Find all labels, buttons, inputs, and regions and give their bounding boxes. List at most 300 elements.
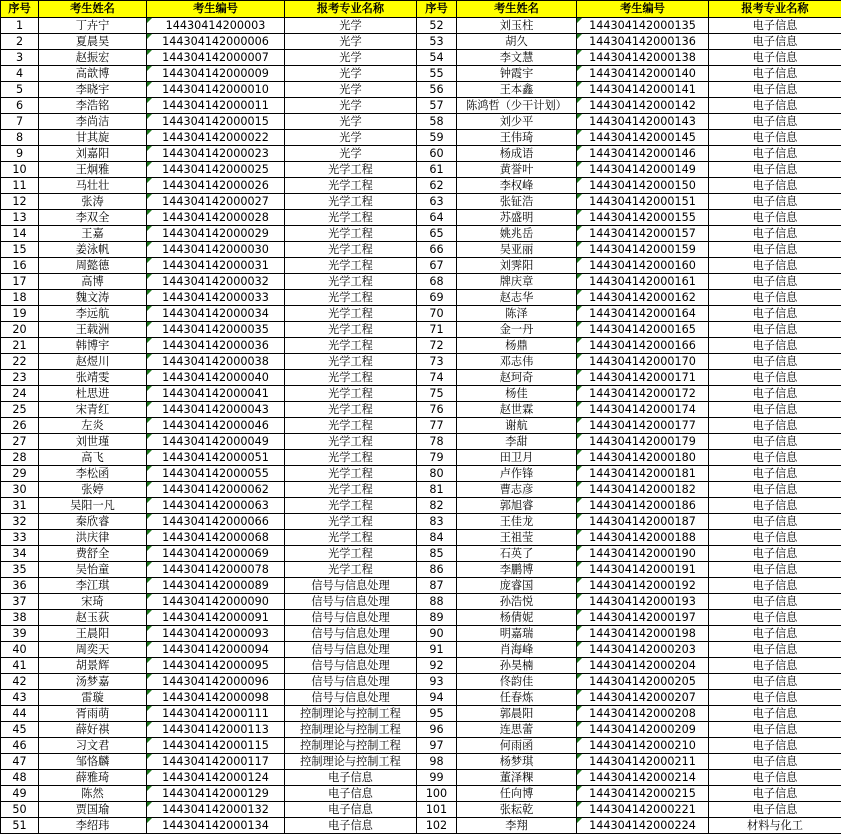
id-cell[interactable]: 144304142000181 — [577, 466, 709, 482]
major-cell[interactable]: 电子信息 — [709, 802, 841, 818]
major-cell[interactable]: 信号与信息处理 — [285, 578, 417, 594]
major-cell[interactable]: 电子信息 — [709, 674, 841, 690]
id-cell[interactable]: 144304142000113 — [147, 722, 285, 738]
name-cell[interactable]: 卢作锋 — [457, 466, 577, 482]
name-cell[interactable]: 刘少平 — [457, 114, 577, 130]
id-cell[interactable]: 144304142000091 — [147, 610, 285, 626]
major-cell[interactable]: 电子信息 — [709, 466, 841, 482]
id-cell[interactable]: 144304142000034 — [147, 306, 285, 322]
id-cell[interactable]: 144304142000095 — [147, 658, 285, 674]
seq-cell[interactable]: 1 — [1, 18, 39, 34]
major-cell[interactable]: 电子信息 — [285, 786, 417, 802]
major-cell[interactable]: 电子信息 — [709, 194, 841, 210]
major-cell[interactable]: 光学工程 — [285, 242, 417, 258]
name-cell[interactable]: 夏晨昊 — [39, 34, 147, 50]
id-cell[interactable]: 144304142000093 — [147, 626, 285, 642]
name-cell[interactable]: 宋青红 — [39, 402, 147, 418]
seq-cell[interactable]: 34 — [1, 546, 39, 562]
major-cell[interactable]: 光学工程 — [285, 450, 417, 466]
seq-cell[interactable]: 38 — [1, 610, 39, 626]
id-cell[interactable]: 144304142000134 — [147, 818, 285, 834]
major-cell[interactable]: 电子信息 — [709, 258, 841, 274]
seq-cell[interactable]: 7 — [1, 114, 39, 130]
name-cell[interactable]: 谢航 — [457, 418, 577, 434]
major-cell[interactable]: 电子信息 — [709, 514, 841, 530]
name-cell[interactable]: 韩博宇 — [39, 338, 147, 354]
name-cell[interactable]: 吴怡童 — [39, 562, 147, 578]
major-cell[interactable]: 信号与信息处理 — [285, 626, 417, 642]
name-cell[interactable]: 李松函 — [39, 466, 147, 482]
name-cell[interactable]: 费舒全 — [39, 546, 147, 562]
name-cell[interactable]: 赵珂奇 — [457, 370, 577, 386]
id-cell[interactable]: 144304142000165 — [577, 322, 709, 338]
id-cell[interactable]: 144304142000155 — [577, 210, 709, 226]
name-cell[interactable]: 薛雅琦 — [39, 770, 147, 786]
id-cell[interactable]: 144304142000208 — [577, 706, 709, 722]
id-cell[interactable]: 144304142000170 — [577, 354, 709, 370]
seq-cell[interactable]: 9 — [1, 146, 39, 162]
seq-cell[interactable]: 82 — [417, 498, 457, 514]
major-cell[interactable]: 光学 — [285, 50, 417, 66]
major-cell[interactable]: 电子信息 — [709, 386, 841, 402]
id-cell[interactable]: 144304142000089 — [147, 578, 285, 594]
id-cell[interactable]: 144304142000198 — [577, 626, 709, 642]
id-cell[interactable]: 144304142000129 — [147, 786, 285, 802]
name-cell[interactable]: 陈然 — [39, 786, 147, 802]
id-cell[interactable]: 144304142000096 — [147, 674, 285, 690]
seq-cell[interactable]: 24 — [1, 386, 39, 402]
seq-cell[interactable]: 91 — [417, 642, 457, 658]
major-cell[interactable]: 光学工程 — [285, 514, 417, 530]
name-cell[interactable]: 孙昊楠 — [457, 658, 577, 674]
name-cell[interactable]: 陈泽 — [457, 306, 577, 322]
name-cell[interactable]: 刘嘉阳 — [39, 146, 147, 162]
major-cell[interactable]: 电子信息 — [709, 322, 841, 338]
name-cell[interactable]: 邹恪麟 — [39, 754, 147, 770]
id-cell[interactable]: 144304142000015 — [147, 114, 285, 130]
major-cell[interactable]: 电子信息 — [709, 130, 841, 146]
major-cell[interactable]: 电子信息 — [709, 242, 841, 258]
name-cell[interactable]: 王晨阳 — [39, 626, 147, 642]
major-cell[interactable]: 电子信息 — [709, 418, 841, 434]
seq-cell[interactable]: 31 — [1, 498, 39, 514]
seq-cell[interactable]: 69 — [417, 290, 457, 306]
id-cell[interactable]: 144304142000055 — [147, 466, 285, 482]
seq-cell[interactable]: 42 — [1, 674, 39, 690]
seq-cell[interactable]: 76 — [417, 402, 457, 418]
seq-cell[interactable]: 73 — [417, 354, 457, 370]
id-cell[interactable]: 144304142000161 — [577, 274, 709, 290]
major-cell[interactable]: 电子信息 — [285, 802, 417, 818]
name-cell[interactable]: 任向博 — [457, 786, 577, 802]
name-cell[interactable]: 李江琪 — [39, 578, 147, 594]
seq-cell[interactable]: 74 — [417, 370, 457, 386]
seq-cell[interactable]: 30 — [1, 482, 39, 498]
major-cell[interactable]: 电子信息 — [709, 546, 841, 562]
major-cell[interactable]: 电子信息 — [709, 178, 841, 194]
seq-cell[interactable]: 78 — [417, 434, 457, 450]
seq-cell[interactable]: 25 — [1, 402, 39, 418]
major-cell[interactable]: 电子信息 — [709, 146, 841, 162]
seq-cell[interactable]: 56 — [417, 82, 457, 98]
seq-cell[interactable]: 4 — [1, 66, 39, 82]
name-cell[interactable]: 宋琦 — [39, 594, 147, 610]
name-cell[interactable]: 洪庆律 — [39, 530, 147, 546]
major-cell[interactable]: 电子信息 — [709, 210, 841, 226]
seq-cell[interactable]: 16 — [1, 258, 39, 274]
major-cell[interactable]: 光学工程 — [285, 226, 417, 242]
id-cell[interactable]: 144304142000031 — [147, 258, 285, 274]
seq-cell[interactable]: 80 — [417, 466, 457, 482]
id-cell[interactable]: 144304142000207 — [577, 690, 709, 706]
major-cell[interactable]: 光学工程 — [285, 546, 417, 562]
id-cell[interactable]: 144304142000145 — [577, 130, 709, 146]
id-cell[interactable]: 144304142000191 — [577, 562, 709, 578]
major-cell[interactable]: 光学 — [285, 34, 417, 50]
name-cell[interactable]: 张靖雯 — [39, 370, 147, 386]
major-cell[interactable]: 光学工程 — [285, 354, 417, 370]
name-cell[interactable]: 周懿德 — [39, 258, 147, 274]
name-cell[interactable]: 贾国瑜 — [39, 802, 147, 818]
major-cell[interactable]: 光学工程 — [285, 386, 417, 402]
id-cell[interactable]: 144304142000136 — [577, 34, 709, 50]
major-cell[interactable]: 电子信息 — [285, 818, 417, 834]
major-cell[interactable]: 光学工程 — [285, 274, 417, 290]
seq-cell[interactable]: 94 — [417, 690, 457, 706]
seq-cell[interactable]: 50 — [1, 802, 39, 818]
id-cell[interactable]: 144304142000027 — [147, 194, 285, 210]
name-cell[interactable]: 胡久 — [457, 34, 577, 50]
name-cell[interactable]: 李晓宇 — [39, 82, 147, 98]
seq-cell[interactable]: 3 — [1, 50, 39, 66]
seq-cell[interactable]: 99 — [417, 770, 457, 786]
id-cell[interactable]: 144304142000025 — [147, 162, 285, 178]
name-cell[interactable]: 薛好祺 — [39, 722, 147, 738]
id-cell[interactable]: 144304142000043 — [147, 402, 285, 418]
seq-cell[interactable]: 6 — [1, 98, 39, 114]
name-cell[interactable]: 甘其旋 — [39, 130, 147, 146]
id-cell[interactable]: 144304142000046 — [147, 418, 285, 434]
id-cell[interactable]: 144304142000187 — [577, 514, 709, 530]
major-cell[interactable]: 电子信息 — [709, 642, 841, 658]
name-cell[interactable]: 汤梦嘉 — [39, 674, 147, 690]
seq-cell[interactable]: 61 — [417, 162, 457, 178]
name-cell[interactable]: 李权峰 — [457, 178, 577, 194]
name-cell[interactable]: 石英了 — [457, 546, 577, 562]
id-cell[interactable]: 144304142000062 — [147, 482, 285, 498]
name-cell[interactable]: 张耘乾 — [457, 802, 577, 818]
major-cell[interactable]: 光学工程 — [285, 370, 417, 386]
seq-cell[interactable]: 49 — [1, 786, 39, 802]
name-cell[interactable]: 张钲浩 — [457, 194, 577, 210]
name-cell[interactable]: 姜泳帆 — [39, 242, 147, 258]
name-cell[interactable]: 吴阳一凡 — [39, 498, 147, 514]
name-cell[interactable]: 金一丹 — [457, 322, 577, 338]
major-cell[interactable]: 电子信息 — [709, 610, 841, 626]
name-cell[interactable]: 王祖莹 — [457, 530, 577, 546]
name-cell[interactable]: 吴亚丽 — [457, 242, 577, 258]
seq-cell[interactable]: 57 — [417, 98, 457, 114]
major-cell[interactable]: 电子信息 — [709, 274, 841, 290]
name-cell[interactable]: 赵玉荻 — [39, 610, 147, 626]
major-cell[interactable]: 电子信息 — [709, 562, 841, 578]
seq-cell[interactable]: 35 — [1, 562, 39, 578]
id-cell[interactable]: 144304142000009 — [147, 66, 285, 82]
seq-cell[interactable]: 15 — [1, 242, 39, 258]
major-cell[interactable]: 光学工程 — [285, 530, 417, 546]
id-cell[interactable]: 144304142000010 — [147, 82, 285, 98]
major-cell[interactable]: 电子信息 — [709, 162, 841, 178]
major-cell[interactable]: 材料与化工 — [709, 818, 841, 834]
id-cell[interactable]: 144304142000171 — [577, 370, 709, 386]
seq-cell[interactable]: 48 — [1, 770, 39, 786]
id-cell[interactable]: 144304142000051 — [147, 450, 285, 466]
id-cell[interactable]: 144304142000041 — [147, 386, 285, 402]
major-cell[interactable]: 电子信息 — [709, 434, 841, 450]
major-cell[interactable]: 电子信息 — [709, 738, 841, 754]
id-cell[interactable]: 144304142000138 — [577, 50, 709, 66]
name-cell[interactable]: 丁卉宁 — [39, 18, 147, 34]
seq-cell[interactable]: 60 — [417, 146, 457, 162]
seq-cell[interactable]: 29 — [1, 466, 39, 482]
name-cell[interactable]: 郭旭睿 — [457, 498, 577, 514]
id-cell[interactable]: 144304142000142 — [577, 98, 709, 114]
major-cell[interactable]: 控制理论与控制工程 — [285, 706, 417, 722]
seq-cell[interactable]: 92 — [417, 658, 457, 674]
name-cell[interactable]: 杨成语 — [457, 146, 577, 162]
name-cell[interactable]: 李远航 — [39, 306, 147, 322]
seq-cell[interactable]: 28 — [1, 450, 39, 466]
name-cell[interactable]: 任春炼 — [457, 690, 577, 706]
id-cell[interactable]: 144304142000211 — [577, 754, 709, 770]
name-cell[interactable]: 胥雨萌 — [39, 706, 147, 722]
id-cell[interactable]: 144304142000069 — [147, 546, 285, 562]
name-cell[interactable]: 秦欣睿 — [39, 514, 147, 530]
seq-cell[interactable]: 21 — [1, 338, 39, 354]
name-cell[interactable]: 李鹏博 — [457, 562, 577, 578]
seq-cell[interactable]: 97 — [417, 738, 457, 754]
seq-cell[interactable]: 46 — [1, 738, 39, 754]
id-cell[interactable]: 144304142000162 — [577, 290, 709, 306]
major-cell[interactable]: 光学 — [285, 146, 417, 162]
major-cell[interactable]: 电子信息 — [709, 370, 841, 386]
name-cell[interactable]: 杜思进 — [39, 386, 147, 402]
seq-cell[interactable]: 95 — [417, 706, 457, 722]
id-cell[interactable]: 144304142000203 — [577, 642, 709, 658]
name-cell[interactable]: 牌庆章 — [457, 274, 577, 290]
name-cell[interactable]: 陈鸿哲（少干计划） — [457, 98, 577, 114]
name-cell[interactable]: 王佳龙 — [457, 514, 577, 530]
name-cell[interactable]: 苏盛明 — [457, 210, 577, 226]
id-cell[interactable]: 144304142000135 — [577, 18, 709, 34]
major-cell[interactable]: 光学工程 — [285, 162, 417, 178]
id-cell[interactable]: 144304142000177 — [577, 418, 709, 434]
seq-cell[interactable]: 33 — [1, 530, 39, 546]
major-cell[interactable]: 光学 — [285, 114, 417, 130]
seq-cell[interactable]: 72 — [417, 338, 457, 354]
name-cell[interactable]: 王伟琦 — [457, 130, 577, 146]
id-cell[interactable]: 144304142000190 — [577, 546, 709, 562]
name-cell[interactable]: 钟霞宇 — [457, 66, 577, 82]
id-cell[interactable]: 144304142000192 — [577, 578, 709, 594]
name-cell[interactable]: 李甜 — [457, 434, 577, 450]
name-cell[interactable]: 杨鼎 — [457, 338, 577, 354]
seq-cell[interactable]: 27 — [1, 434, 39, 450]
major-cell[interactable]: 光学 — [285, 66, 417, 82]
id-cell[interactable]: 14430414200003 — [147, 18, 285, 34]
major-cell[interactable]: 光学工程 — [285, 194, 417, 210]
seq-cell[interactable]: 58 — [417, 114, 457, 130]
major-cell[interactable]: 电子信息 — [709, 98, 841, 114]
seq-cell[interactable]: 17 — [1, 274, 39, 290]
id-cell[interactable]: 144304142000172 — [577, 386, 709, 402]
major-cell[interactable]: 电子信息 — [709, 34, 841, 50]
seq-cell[interactable]: 51 — [1, 818, 39, 834]
id-cell[interactable]: 144304142000098 — [147, 690, 285, 706]
major-cell[interactable]: 电子信息 — [709, 722, 841, 738]
seq-cell[interactable]: 52 — [417, 18, 457, 34]
seq-cell[interactable]: 98 — [417, 754, 457, 770]
id-cell[interactable]: 144304142000140 — [577, 66, 709, 82]
id-cell[interactable]: 144304142000036 — [147, 338, 285, 354]
name-cell[interactable]: 刘玉柱 — [457, 18, 577, 34]
seq-cell[interactable]: 40 — [1, 642, 39, 658]
id-cell[interactable]: 144304142000066 — [147, 514, 285, 530]
name-cell[interactable]: 郭晨阳 — [457, 706, 577, 722]
major-cell[interactable]: 光学工程 — [285, 290, 417, 306]
name-cell[interactable]: 周奕天 — [39, 642, 147, 658]
major-cell[interactable]: 光学工程 — [285, 482, 417, 498]
major-cell[interactable]: 控制理论与控制工程 — [285, 754, 417, 770]
id-cell[interactable]: 144304142000068 — [147, 530, 285, 546]
name-cell[interactable]: 杨倩妮 — [457, 610, 577, 626]
major-cell[interactable]: 电子信息 — [285, 770, 417, 786]
name-cell[interactable]: 高歆博 — [39, 66, 147, 82]
id-cell[interactable]: 144304142000115 — [147, 738, 285, 754]
seq-cell[interactable]: 59 — [417, 130, 457, 146]
id-cell[interactable]: 144304142000151 — [577, 194, 709, 210]
major-cell[interactable]: 电子信息 — [709, 354, 841, 370]
name-cell[interactable]: 赵振宏 — [39, 50, 147, 66]
seq-cell[interactable]: 96 — [417, 722, 457, 738]
id-cell[interactable]: 144304142000090 — [147, 594, 285, 610]
major-cell[interactable]: 电子信息 — [709, 66, 841, 82]
major-cell[interactable]: 电子信息 — [709, 498, 841, 514]
major-cell[interactable]: 电子信息 — [709, 530, 841, 546]
seq-cell[interactable]: 13 — [1, 210, 39, 226]
name-cell[interactable]: 姚兆岳 — [457, 226, 577, 242]
seq-cell[interactable]: 11 — [1, 178, 39, 194]
seq-cell[interactable]: 2 — [1, 34, 39, 50]
id-cell[interactable]: 144304142000141 — [577, 82, 709, 98]
id-cell[interactable]: 144304142000030 — [147, 242, 285, 258]
seq-cell[interactable]: 93 — [417, 674, 457, 690]
seq-cell[interactable]: 43 — [1, 690, 39, 706]
seq-cell[interactable]: 87 — [417, 578, 457, 594]
major-cell[interactable]: 控制理论与控制工程 — [285, 722, 417, 738]
major-cell[interactable]: 电子信息 — [709, 594, 841, 610]
id-cell[interactable]: 144304142000166 — [577, 338, 709, 354]
id-cell[interactable]: 144304142000224 — [577, 818, 709, 834]
name-cell[interactable]: 刘世瑾 — [39, 434, 147, 450]
id-cell[interactable]: 144304142000111 — [147, 706, 285, 722]
name-cell[interactable]: 李文慧 — [457, 50, 577, 66]
name-cell[interactable]: 王炯雅 — [39, 162, 147, 178]
seq-cell[interactable]: 45 — [1, 722, 39, 738]
id-cell[interactable]: 144304142000029 — [147, 226, 285, 242]
name-cell[interactable]: 孙浩悦 — [457, 594, 577, 610]
major-cell[interactable]: 信号与信息处理 — [285, 610, 417, 626]
major-cell[interactable]: 光学工程 — [285, 434, 417, 450]
id-cell[interactable]: 144304142000026 — [147, 178, 285, 194]
id-cell[interactable]: 144304142000143 — [577, 114, 709, 130]
seq-cell[interactable]: 47 — [1, 754, 39, 770]
id-cell[interactable]: 144304142000078 — [147, 562, 285, 578]
name-cell[interactable]: 明嘉瑞 — [457, 626, 577, 642]
name-cell[interactable]: 刘霁阳 — [457, 258, 577, 274]
name-cell[interactable]: 杨梦琪 — [457, 754, 577, 770]
id-cell[interactable]: 144304142000164 — [577, 306, 709, 322]
name-cell[interactable]: 左炎 — [39, 418, 147, 434]
seq-cell[interactable]: 77 — [417, 418, 457, 434]
major-cell[interactable]: 电子信息 — [709, 82, 841, 98]
name-cell[interactable]: 黄誉叶 — [457, 162, 577, 178]
seq-cell[interactable]: 55 — [417, 66, 457, 82]
major-cell[interactable]: 电子信息 — [709, 786, 841, 802]
name-cell[interactable]: 邓志伟 — [457, 354, 577, 370]
id-cell[interactable]: 144304142000204 — [577, 658, 709, 674]
seq-cell[interactable]: 67 — [417, 258, 457, 274]
seq-cell[interactable]: 36 — [1, 578, 39, 594]
id-cell[interactable]: 144304142000180 — [577, 450, 709, 466]
name-cell[interactable]: 肖海峰 — [457, 642, 577, 658]
id-cell[interactable]: 144304142000182 — [577, 482, 709, 498]
major-cell[interactable]: 电子信息 — [709, 338, 841, 354]
seq-cell[interactable]: 90 — [417, 626, 457, 642]
id-cell[interactable]: 144304142000132 — [147, 802, 285, 818]
major-cell[interactable]: 光学工程 — [285, 402, 417, 418]
id-cell[interactable]: 144304142000150 — [577, 178, 709, 194]
name-cell[interactable]: 魏文涛 — [39, 290, 147, 306]
name-cell[interactable]: 李浩铭 — [39, 98, 147, 114]
seq-cell[interactable]: 84 — [417, 530, 457, 546]
major-cell[interactable]: 电子信息 — [709, 18, 841, 34]
name-cell[interactable]: 李尚洁 — [39, 114, 147, 130]
seq-cell[interactable]: 75 — [417, 386, 457, 402]
id-cell[interactable]: 144304142000049 — [147, 434, 285, 450]
major-cell[interactable]: 信号与信息处理 — [285, 690, 417, 706]
major-cell[interactable]: 控制理论与控制工程 — [285, 738, 417, 754]
major-cell[interactable]: 信号与信息处理 — [285, 594, 417, 610]
id-cell[interactable]: 144304142000007 — [147, 50, 285, 66]
major-cell[interactable]: 光学工程 — [285, 258, 417, 274]
seq-cell[interactable]: 68 — [417, 274, 457, 290]
seq-cell[interactable]: 85 — [417, 546, 457, 562]
major-cell[interactable]: 光学工程 — [285, 338, 417, 354]
id-cell[interactable]: 144304142000221 — [577, 802, 709, 818]
major-cell[interactable]: 电子信息 — [709, 450, 841, 466]
seq-cell[interactable]: 39 — [1, 626, 39, 642]
name-cell[interactable]: 王本鑫 — [457, 82, 577, 98]
name-cell[interactable]: 高飞 — [39, 450, 147, 466]
name-cell[interactable]: 田卫月 — [457, 450, 577, 466]
name-cell[interactable]: 李绍玮 — [39, 818, 147, 834]
name-cell[interactable]: 雷璇 — [39, 690, 147, 706]
name-cell[interactable]: 何雨函 — [457, 738, 577, 754]
seq-cell[interactable]: 12 — [1, 194, 39, 210]
id-cell[interactable]: 144304142000215 — [577, 786, 709, 802]
id-cell[interactable]: 144304142000160 — [577, 258, 709, 274]
